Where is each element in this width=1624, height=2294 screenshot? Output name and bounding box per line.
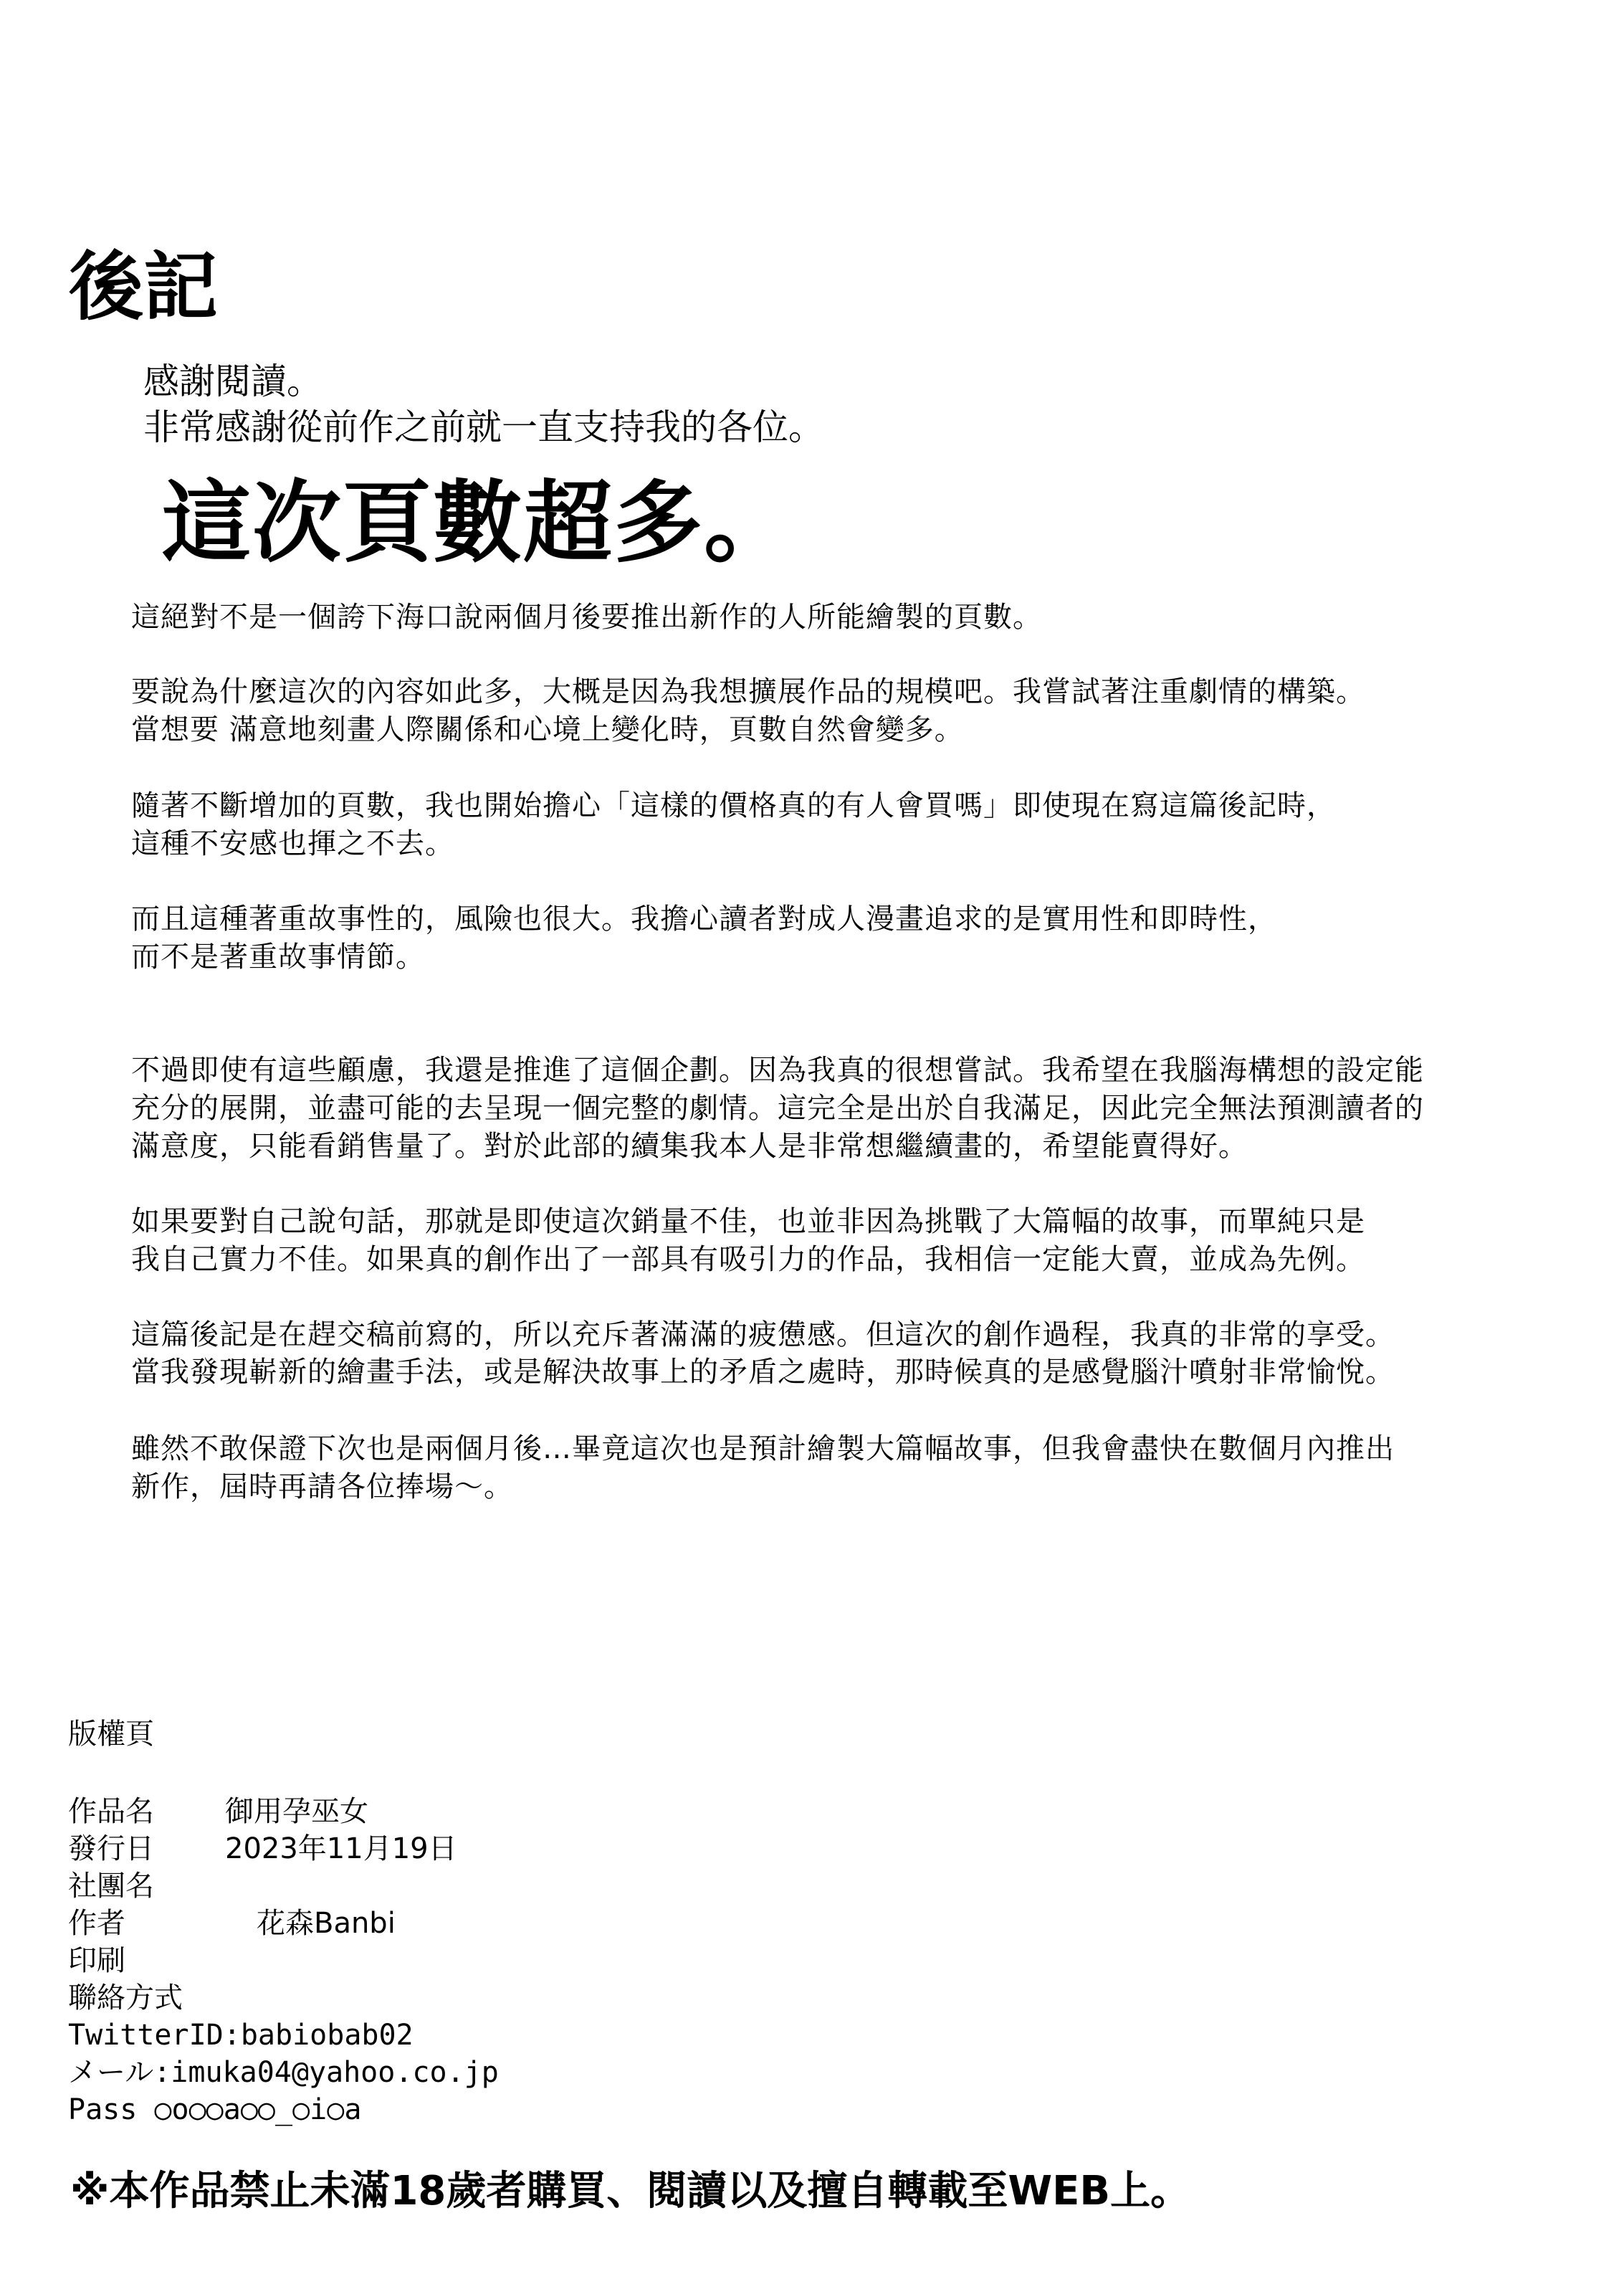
- work-title-value: 御用孕巫女: [225, 1795, 368, 1828]
- pass-hint: Pass ○o○○a○○_○i○a: [68, 2093, 362, 2126]
- paragraph-line: 這篇後記是在趕交稿前寫的，所以充斥著滿滿的疲憊感。但這次的創作過程，我真的非常的享受。: [131, 1318, 1395, 1351]
- paragraph-line: 不過即使有這些顧慮，我還是推進了這個企劃。因為我真的很想嘗試。我希望在我腦海構想的設定能: [131, 1054, 1424, 1087]
- paragraph-line: 新作，屆時再請各位捧場～。: [131, 1470, 513, 1503]
- author-value: 花森Banbi: [257, 1907, 396, 1940]
- publish-date-value: 2023年11月19日: [225, 1832, 457, 1865]
- greeting-line: 感謝閱讀。: [143, 361, 323, 402]
- page-title: 後記: [69, 242, 219, 330]
- colophon-label: 聯絡方式: [68, 1981, 183, 2014]
- paragraph-line: 要說為什麼這次的內容如此多，大概是因為我想擴展作品的規模吧。我嘗試著注重劇情的構築。: [131, 675, 1365, 708]
- paragraph-line: 這種不安感也揮之不去。: [131, 827, 454, 860]
- paragraph-line: 滿意度，只能看銷售量了。對於此部的續集我本人是非常想繼續畫的，希望能賣得好。: [131, 1130, 1248, 1163]
- email-address: メール:imuka04@yahoo.co.jp: [68, 2056, 499, 2089]
- paragraph-line: 這絕對不是一個誇下海口說兩個月後要推出新作的人所能繪製的頁數。: [131, 601, 1042, 634]
- colophon-label: 印刷: [68, 1944, 125, 1977]
- paragraph-line: 雖然不敢保證下次也是兩個月後…畢竟這次也是預計繪製大篇幅故事，但我會盡快在數個月內推出: [131, 1432, 1395, 1465]
- age-restriction-warning: ※本作品禁止未滿18歲者購買、閱讀以及擅自轉載至WEB上。: [70, 2168, 1191, 2214]
- paragraph-line: 隨著不斷增加的頁數，我也開始擔心「這樣的價格真的有人會買嗎」即使現在寫這篇後記時，: [131, 789, 1336, 822]
- paragraph-line: 當想要 滿意地刻畫人際關係和心境上變化時，頁數自然會變多。: [131, 713, 964, 746]
- paragraph-line: 而且這種著重故事性的，風險也很大。我擔心讀者對成人漫畫追求的是實用性和即時性，: [131, 903, 1277, 936]
- colophon-label: 發行日: [68, 1832, 154, 1865]
- paragraph-line: 當我發現嶄新的繪畫手法，或是解決故事上的矛盾之處時，那時候真的是感覺腦汁噴射非常愉悅。: [131, 1356, 1395, 1389]
- greeting-line: 非常感謝從前作之前就一直支持我的各位。: [143, 406, 824, 448]
- colophon-label: 作品名: [68, 1795, 154, 1828]
- twitter-id: TwitterID:babiobab02: [68, 2019, 414, 2052]
- colophon-label: 社團名: [68, 1870, 154, 1903]
- colophon-heading: 版權頁: [68, 1718, 154, 1751]
- headline: 這次頁數超多。: [162, 472, 795, 575]
- paragraph-line: 我自己實力不佳。如果真的創作出了一部具有吸引力的作品，我相信一定能大賣，並成為先例。: [131, 1243, 1365, 1276]
- paragraph-line: 如果要對自己說句話，那就是即使這次銷量不佳，也並非因為挑戰了大篇幅的故事，而單純只是: [131, 1205, 1365, 1238]
- colophon-label: 作者: [68, 1907, 125, 1940]
- paragraph-line: 充分的展開，並盡可能的去呈現一個完整的劇情。這完全是出於自我滿足，因此完全無法預測讀者的: [131, 1092, 1424, 1125]
- paragraph-line: 而不是著重故事情節。: [131, 941, 425, 974]
